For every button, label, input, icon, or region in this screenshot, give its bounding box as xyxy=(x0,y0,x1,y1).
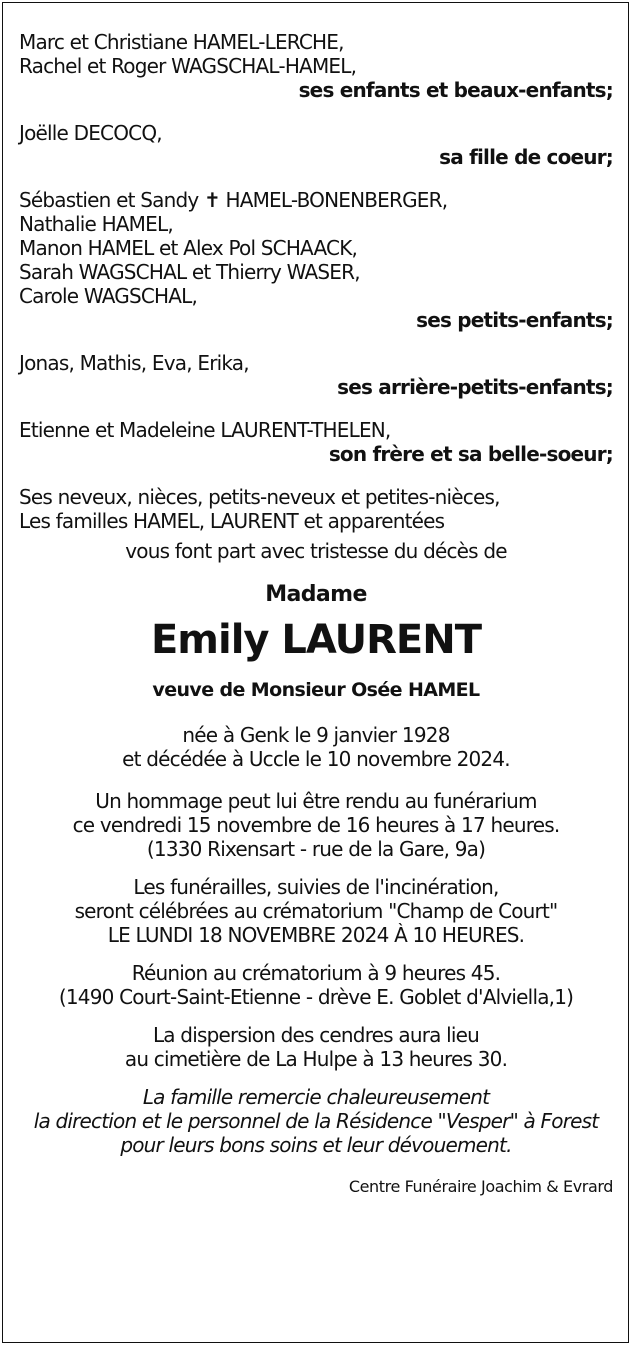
thanks-line-2: la direction et le personnel de la Résidence "Vesper" à Forest xyxy=(33,1109,599,1133)
tribute-line-2: ce vendredi 15 novembre de 16 heures à 17 heures. xyxy=(72,813,560,837)
birth-line: née à Genk le 9 janvier 1928 xyxy=(182,723,450,747)
ashes-line-2: au cimetière de La Hulpe à 13 heures 30. xyxy=(124,1047,508,1071)
thanks-line-3: pour leurs bons soins et leur dévouement. xyxy=(120,1133,512,1157)
siblings: Etienne et Madeleine LAURENT-THELEN, xyxy=(19,418,391,442)
meeting-line-2: (1490 Court-Saint-Etienne - drève E. Goblet d'Alviella,1) xyxy=(58,985,574,1009)
grandchildren-line-1-end: HAMEL-BONENBERGER, xyxy=(225,188,448,212)
thanks-line-1: La famille remercie chaleureusement xyxy=(142,1085,490,1109)
great-grandchildren: Jonas, Mathis, Eva, Erika, xyxy=(19,351,249,375)
meeting-line-1: Réunion au crématorium à 9 heures 45. xyxy=(131,961,501,985)
cross-icon: ✝ xyxy=(203,188,220,212)
grandchildren-role: ses petits-enfants; xyxy=(416,308,613,332)
funeral-line-3: LE LUNDI 18 NOVEMBRE 2024 À 10 HEURES. xyxy=(107,923,525,947)
widow-of: veuve de Monsieur Osée HAMEL xyxy=(152,679,480,701)
funeral-line-1: Les funérailles, suivies de l'incinération, xyxy=(133,875,499,899)
children-line-1: Marc et Christiane HAMEL-LERCHE, xyxy=(19,30,344,54)
great-grandchildren-role: ses arrière-petits-enfants; xyxy=(337,375,613,399)
heart-daughter-role: sa fille de coeur; xyxy=(439,145,613,169)
grandchildren-line-1 xyxy=(19,188,613,212)
deceased-name: Emily LAURENT xyxy=(150,617,481,663)
announcement: vous font part avec tristesse du décès de xyxy=(125,539,507,563)
obituary-notice xyxy=(19,30,613,1197)
death-line: et décédée à Uccle le 10 novembre 2024. xyxy=(122,747,510,771)
others-line-2: Les familles HAMEL, LAURENT et apparentées xyxy=(19,509,445,533)
grandchildren-line-3: Manon HAMEL et Alex Pol SCHAACK, xyxy=(19,236,358,260)
tribute-line-1: Un hommage peut lui être rendu au funérarium xyxy=(95,789,537,813)
ashes-line-1: La dispersion des cendres aura lieu xyxy=(152,1023,480,1047)
heart-daughter: Joëlle DECOCQ, xyxy=(19,121,162,145)
grandchildren-line-5: Carole WAGSCHAL, xyxy=(19,284,198,308)
grandchildren-line-4: Sarah WAGSCHAL et Thierry WASER, xyxy=(19,260,360,284)
grandchildren-line-2: Nathalie HAMEL, xyxy=(19,212,173,236)
funeral-line-2: seront célébrées au crématorium "Champ de Court" xyxy=(74,899,558,923)
grandchildren-line-1-start: Sébastien et Sandy xyxy=(19,188,199,212)
children-role: ses enfants et beaux-enfants; xyxy=(298,78,613,102)
deceased-title: Madame xyxy=(265,582,367,607)
children-line-2: Rachel et Roger WAGSCHAL-HAMEL, xyxy=(19,54,357,78)
others-line-1: Ses neveux, nièces, petits-neveux et petites-nièces, xyxy=(19,485,500,509)
tribute-line-3: (1330 Rixensart - rue de la Gare, 9a) xyxy=(146,837,486,861)
funeral-home: Centre Funéraire Joachim & Evrard xyxy=(348,1177,613,1196)
siblings-role: son frère et sa belle-soeur; xyxy=(328,442,613,466)
